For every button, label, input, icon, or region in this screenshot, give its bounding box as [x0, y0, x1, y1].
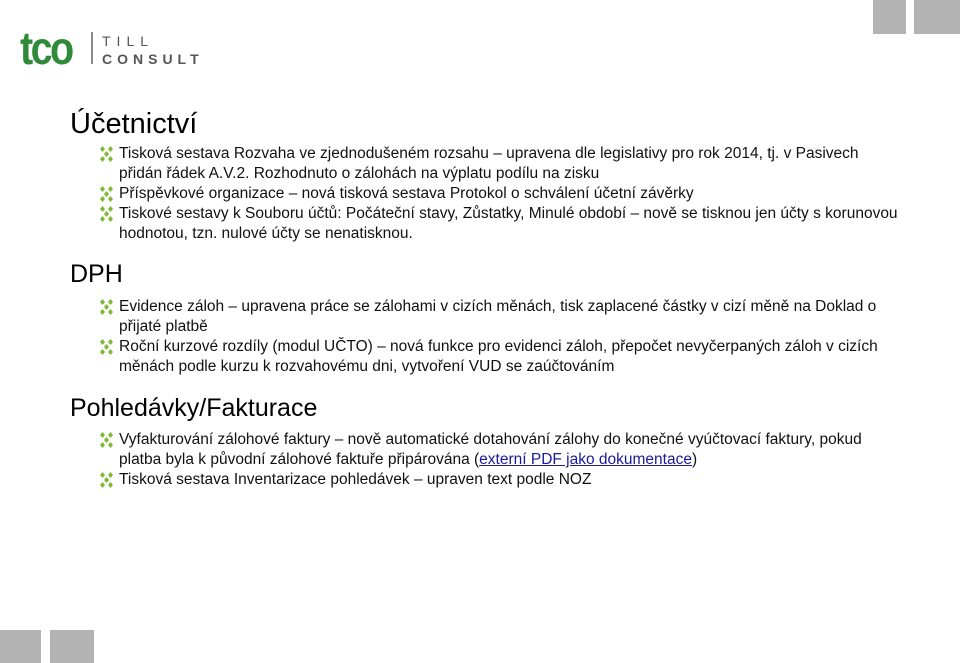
diamond-bullet-icon: [98, 472, 115, 488]
list-item-text: [119, 430, 898, 470]
list-item-text-part: Vyfakturování zálohové faktury – nově automatické dotahování zálohy do konečné vyúčtovací faktury, pokud platba byla k původní zálohové faktuře připárována (: [119, 431, 862, 468]
list-item-text: Příspěvkové organizace – nová tisková sestava Protokol o schválení účetní závěrky: [119, 185, 694, 202]
diamond-bullet-icon: [98, 206, 115, 222]
list-item-text: Tisková sestava Rozvaha ve zjednodušeném rozsahu – upravena dle legislativy pro rok 2014, tj. v Pasivech přidán řádek A.V.2. Rozhodnuto o zálohách na výplatu podílu na zisku: [119, 145, 859, 182]
section-title-pohledavky: Pohledávky/Fakturace: [70, 394, 318, 422]
logo-line-consult: CONSULT: [102, 51, 204, 67]
corner-block-top-right: [914, 0, 960, 34]
logo-mark: tco: [20, 22, 72, 74]
list-item: [98, 297, 898, 337]
diamond-bullet-icon: [98, 299, 115, 315]
external-pdf-link[interactable]: externí PDF jako dokumentace: [479, 451, 692, 468]
list-item: [98, 430, 898, 470]
list-item: [98, 337, 898, 377]
list-item: [98, 184, 898, 204]
diamond-bullet-icon: [98, 432, 115, 448]
section-title-ucetnictvi: Účetnictví: [70, 108, 198, 140]
diamond-bullet-icon: [98, 339, 115, 355]
list-item-text: Evidence záloh – upravena práce se zálohami v cizích měnách, tisk zaplacené částky v cizí měně na Doklad o přijaté platbě: [119, 298, 877, 335]
list-item: [98, 470, 898, 490]
list-item-text-part: ): [691, 451, 698, 468]
corner-block-bottom-left: [0, 630, 41, 663]
list-item: [98, 144, 898, 184]
logo-line-till: TILL: [102, 33, 155, 49]
list-item-text: Tiskové sestavy k Souboru účtů: Počáteční stavy, Zůstatky, Minulé období – nově se tisknou jen účty s korunovou hodnotou, tzn. nulové účty se nenatisknou.: [119, 205, 898, 242]
logo-divider: [91, 32, 93, 64]
section-title-dph: DPH: [70, 260, 123, 288]
list-item: [98, 204, 898, 244]
corner-block-top-right-2: [873, 0, 906, 34]
list-item-text: Tisková sestava Inventarizace pohledávek – upraven text podle NOZ: [119, 471, 592, 488]
diamond-bullet-icon: [98, 146, 115, 162]
diamond-bullet-icon: [98, 186, 115, 202]
list-item-text: Roční kurzové rozdíly (modul UČTO) – nová funkce pro evidenci záloh, přepočet nevyčerpaných záloh v cizích měnách podle kurzu k rozvahovému dni, vytvoření VUD se zaúčtováním: [119, 338, 878, 375]
corner-block-bottom-left-2: [50, 630, 94, 663]
